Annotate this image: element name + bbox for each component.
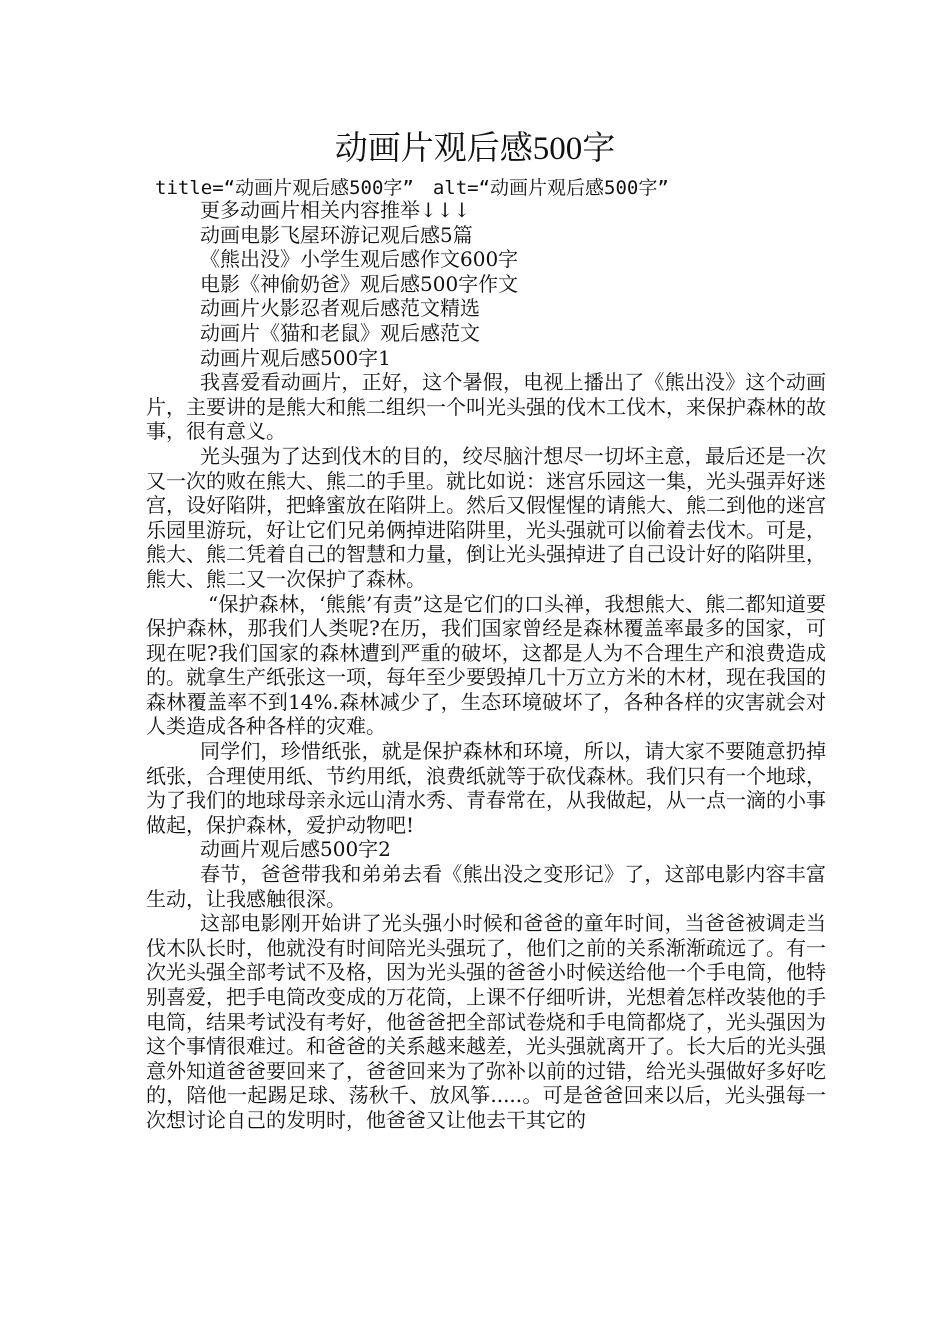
related-item: 《熊出没》小学生观后感作文600字 [200,247,519,272]
meta-line: title=“动画片观后感500字” alt=“动画片观后感500字” [155,177,669,199]
related-item: 电影《神偷奶爸》观后感500字作文 [200,271,519,296]
document-body [146,198,826,1133]
page-title: 动画片观后感500字 [334,131,616,167]
more-heading: 更多动画片相关内容推举↓↓↓ [200,198,471,222]
section-heading: 动画片观后感500字2 [200,837,391,862]
paragraph: 光头强为了达到伐木的目的，绞尽脑汁想尽一切坏主意，最后还是一次又一次的败在熊大、熊二的手里。就比如说：迷宫乐园这一集，光头强弄好迷宫，设好陷阱，把蜂蜜放在陷阱上。然后又假惺惺的请熊大、熊二到他的迷宫乐园里游玩，好让它们兄弟俩掉进陷阱里，光头强就可以偷着去伐木。可是，熊大、熊二凭着自己的智慧和力量，倒让光头强掉进了自己设计好的陷阱里，熊大、熊二又一次保护了森林。 [146,443,826,591]
paragraph: 我喜爱看动画片，正好，这个暑假，电视上播出了《熊出没》这个动画片，主要讲的是熊大和熊二组织一个叫光头强的伐木工伐木，来保护森林的故事，很有意义。 [146,370,826,444]
paragraph: “保护森林，‘熊熊’有责”这是它们的口头禅，我想熊大、熊二都知道要保护森林，那我们人类呢?在历，我们国家曾经是森林覆盖率最多的国家，可现在呢?我们国家的森林遭到严重的破坏，这都是人为不合理生产和浪费造成的。就拿生产纸张这一项，每年至少要毁掉几十万立方米的木材，现在我国的森林覆盖率不到14%.森林减少了，生态环境破坏了，各种各样的灾害就会对人类造成各种各样的灾难。 [146,591,826,739]
section-heading: 动画片观后感500字1 [200,345,391,370]
paragraph: 这部电影刚开始讲了光头强小时候和爸爸的童年时间，当爸爸被调走当伐木队长时，他就没有时间陪光头强玩了，他们之前的关系渐渐疏远了。有一次光头强全部考试不及格，因为光头强的爸爸小时候送给他一个手电筒，他特别喜爱，把手电筒改变成的万花筒，上课不仔细听讲，光想着怎样改装他的手电筒，结果考试没有考好，他爸爸把全部试卷烧和手电筒都烧了，光头强因为这个事情很难过。和爸爸的关系越来越差，光头强就离开了。长大后的光头强意外知道爸爸要回来了，爸爸回来为了弥补以前的过错，给光头强做好多好吃的，陪他一起踢足球、荡秋千、放风筝.....。可是爸爸回来以后，光头强每一次想讨论自己的发明时，他爸爸又让他去干其它的 [146,911,826,1132]
related-item: 动画电影飞屋环游记观后感5篇 [200,222,473,247]
related-item: 动画片《猫和老鼠》观后感范文 [200,320,480,345]
paragraph: 同学们，珍惜纸张，就是保护森林和环境，所以，请大家不要随意扔掉纸张，合理使用纸、节约用纸，浪费纸就等于砍伐森林。我们只有一个地球，为了我们的地球母亲永远山清水秀、青春常在，从我做起，从一点一滴的小事做起，保护森林，爱护动物吧! [146,739,826,837]
related-item: 动画片火影忍者观后感范文精选 [200,296,480,321]
paragraph: 春节，爸爸带我和弟弟去看《熊出没之变形记》了，这部电影内容丰富生动，让我感触很深。 [146,862,826,911]
